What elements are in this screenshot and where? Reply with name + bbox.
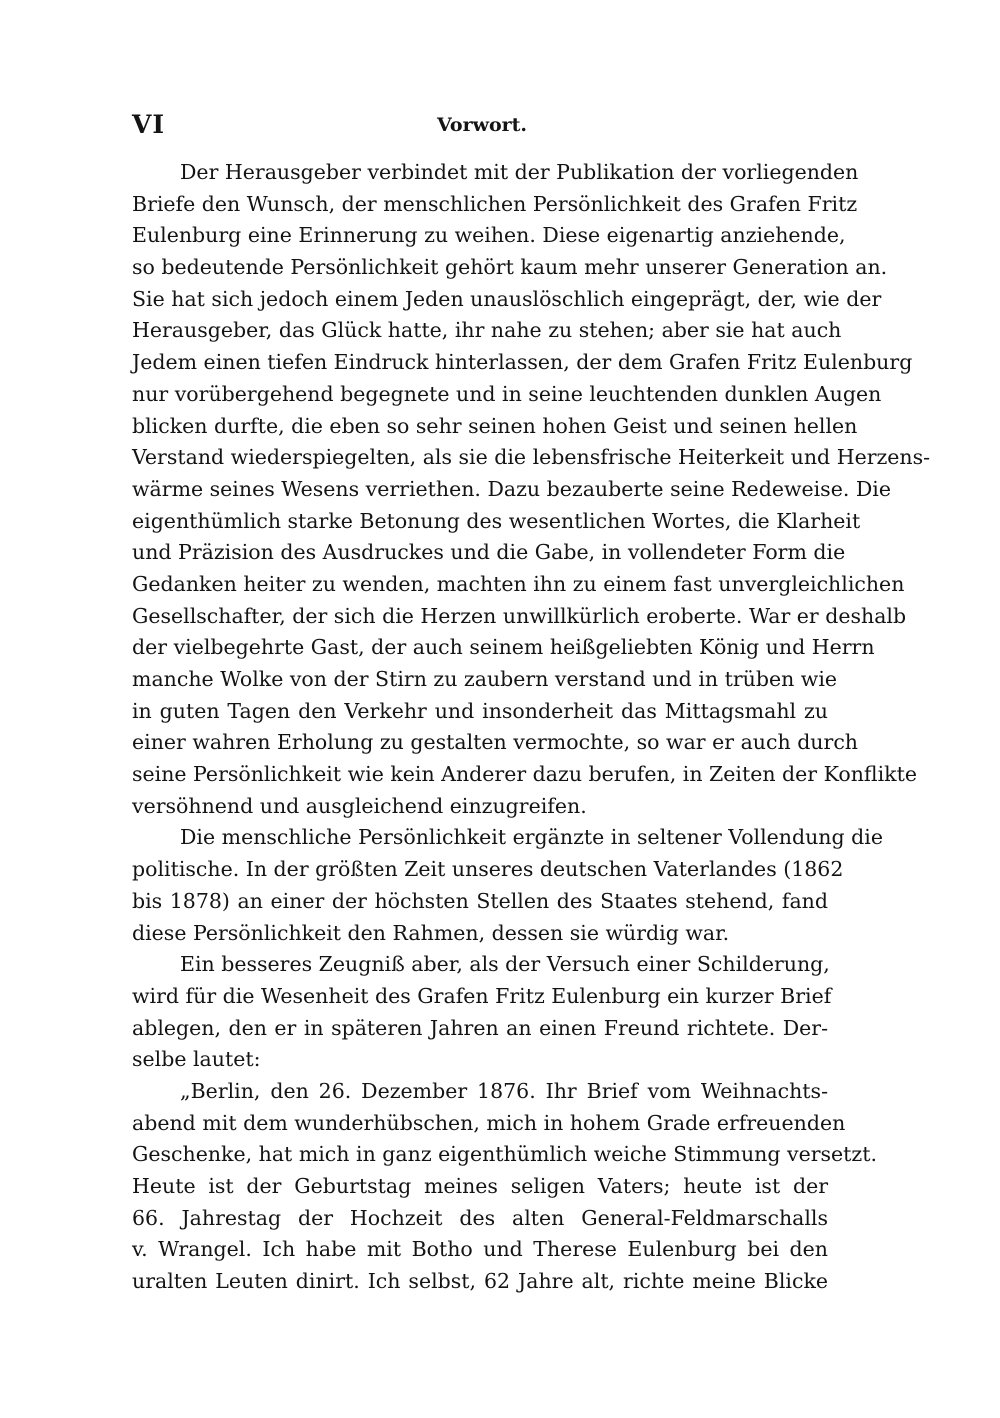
text-line: Jedem einen tiefen Eindruck hinterlassen, der dem Grafen Fritz Eulenburg xyxy=(132,350,913,375)
paragraph-testimony xyxy=(132,949,832,1076)
text-line: Sie hat sich jedoch einem Jeden unauslöschlich eingeprägt, der, wie der xyxy=(132,286,882,311)
body-text xyxy=(132,157,931,1298)
text-line: manche Wolke von der Stirn zu zaubern verstand und in trüben wie xyxy=(132,667,838,691)
text-line: Herausgeber, das Glück hatte, ihr nahe zu stehen; aber sie hat auch xyxy=(132,318,842,343)
text-line: Geschenke, hat mich in ganz eigenthümlich weiche Stimmung versetzt. xyxy=(132,1142,877,1167)
paragraph-political xyxy=(132,822,883,949)
text-line: so bedeutende Persönlichkeit gehört kaum mehr unserer Generation an. xyxy=(132,255,888,280)
text-line: uralten Leuten dinirt. Ich selbst, 62 Jahre alt, richte meine Blicke xyxy=(132,1269,828,1294)
text-line: seine Persönlichkeit wie kein Anderer dazu berufen, in Zeiten der Konflikte xyxy=(132,762,917,787)
text-line: v. Wrangel. Ich habe mit Botho und Therese Eulenburg bei den xyxy=(132,1237,828,1262)
text-line: eigenthümlich starke Betonung des wesentlichen Wortes, die Klarheit xyxy=(132,508,861,533)
text-line: Eulenburg eine Erinnerung zu weihen. Diese eigenartig anziehende, xyxy=(132,223,846,248)
paragraph-intro xyxy=(132,157,931,822)
text-line: wird für die Wesenheit des Grafen Fritz Eulenburg ein kurzer Brief xyxy=(132,983,832,1008)
paragraph-letter-quote xyxy=(132,1076,877,1298)
text-line: „Berlin, den 26. Dezember 1876. Ihr Brief vom Weihnachts- xyxy=(180,1078,828,1103)
text-line: diese Persönlichkeit den Rahmen, dessen sie würdig war. xyxy=(132,920,730,945)
text-line: Gedanken heiter zu wenden, machten ihn zu einem fast unvergleichlichen xyxy=(132,571,905,596)
text-line: Verstand wiederspiegelten, als sie die lebensfrische Heiterkeit und Herzens- xyxy=(132,445,931,470)
text-line: nur vorübergehend begegnete und in seine leuchtenden dunklen Augen xyxy=(132,381,882,406)
page-number: VI xyxy=(132,110,166,139)
text-line: einer wahren Erholung zu gestalten vermochte, so war er auch durch xyxy=(132,730,858,755)
text-line: Heute ist der Geburtstag meines seligen Vaters; heute ist der xyxy=(132,1174,828,1198)
text-line: Briefe den Wunsch, der menschlichen Persönlichkeit des Grafen Fritz xyxy=(132,191,858,216)
text-line: Der Herausgeber verbindet mit der Publikation der vorliegenden xyxy=(180,160,859,184)
text-line: wärme seines Wesens verriethen. Dazu bezauberte seine Redeweise. Die xyxy=(132,476,891,501)
page-header xyxy=(132,110,832,144)
text-line: 66. Jahrestag der Hochzeit des alten General-Feldmarschalls xyxy=(132,1205,828,1230)
running-head: Vorwort. xyxy=(436,114,528,136)
text-line: Die menschliche Persönlichkeit ergänzte in seltener Vollendung die xyxy=(180,825,883,850)
text-line: Gesellschafter, der sich die Herzen unwillkürlich eroberte. War er deshalb xyxy=(132,603,907,628)
text-line: bis 1878) an einer der höchsten Stellen des Staates stehend, fand xyxy=(132,888,828,913)
text-line: blicken durfte, die eben so sehr seinen hohen Geist und seinen hellen xyxy=(132,413,858,438)
text-line: abend mit dem wunderhübschen, mich in hohem Grade erfreuenden xyxy=(132,1110,846,1135)
text-line: selbe lautet: xyxy=(132,1047,261,1072)
text-line: Ein besseres Zeugniß aber, als der Versuch einer Schilderung, xyxy=(180,952,830,977)
text-line: und Präzision des Ausdruckes und die Gabe, in vollendeter Form die xyxy=(132,540,846,565)
text-line: der vielbegehrte Gast, der auch seinem heißgeliebten König und Herrn xyxy=(132,635,875,660)
text-line: ablegen, den er in späteren Jahren an einen Freund richtete. Der- xyxy=(132,1015,828,1040)
text-line: in guten Tagen den Verkehr und insonderheit das Mittagsmahl zu xyxy=(132,698,828,723)
text-line: politische. In der größten Zeit unseres deutschen Vaterlandes (1862 xyxy=(132,857,844,882)
text-line: versöhnend und ausgleichend einzugreifen. xyxy=(132,793,587,818)
